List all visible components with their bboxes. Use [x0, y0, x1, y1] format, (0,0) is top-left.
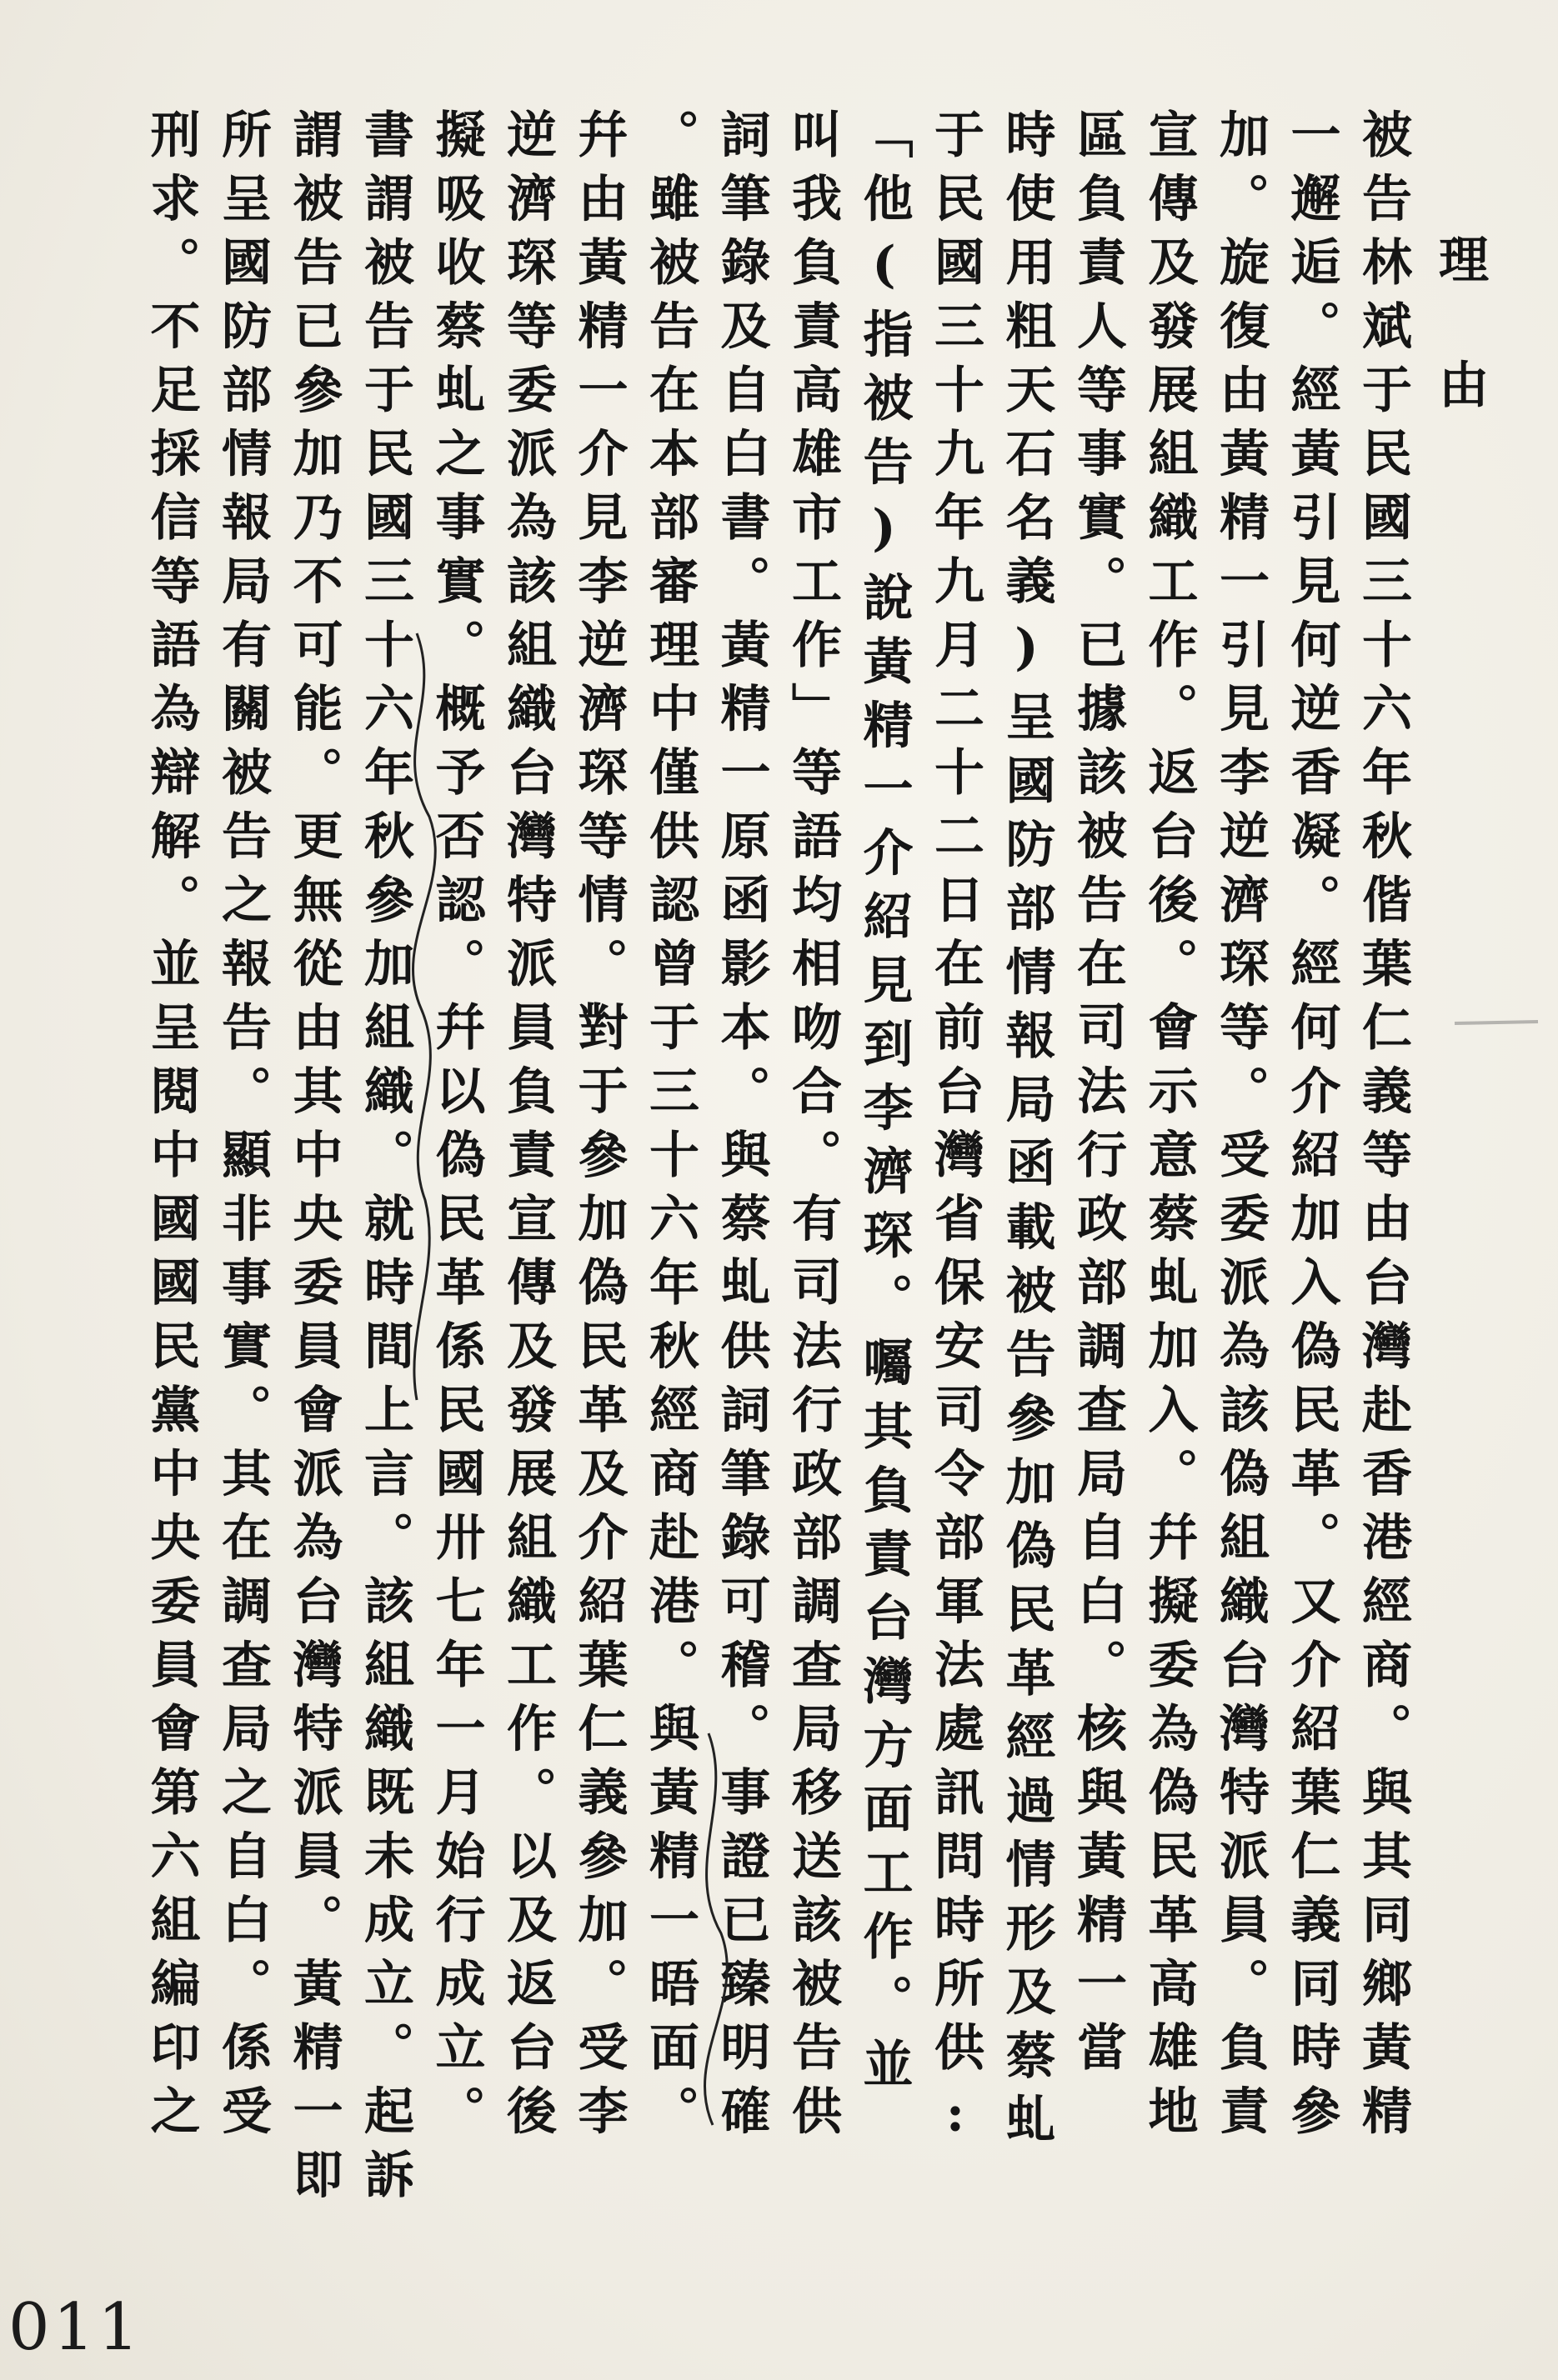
text-column: 所呈國防部情報局有關被告之報告。顯非事實。其在調查局之自白。係受 [213, 108, 272, 2148]
text-column: 叫我負責高雄市工作」等語均相吻合。有司法行政部調查局移送該被告供 [784, 108, 842, 2148]
text-column: 宣傳及發展組織工作。返台後。會示意蔡虬加入。幷擬委為偽民革高雄地 [1140, 108, 1199, 2148]
text-column: 「他(指被告)說黃精一介紹見到李濟琛。囑其負責台灣方面工作。並 [854, 108, 914, 2102]
text-column: 于民國三十九年九月二十二日在前台灣省保安司令部軍法處訊問時所供: [926, 108, 984, 2157]
dust-mark [1455, 1022, 1538, 1023]
text-column: 詞筆錄及自白書。黃精一原函影本。與蔡虬供詞筆錄可稽。事證已臻明確 [712, 108, 771, 2148]
section-heading: 理由 [1430, 233, 1489, 483]
text-column: 幷由黃精一介見李逆濟琛等情。對于參加偽民革及介紹葉仁義參加。受李 [569, 108, 629, 2148]
page-number: 011 [8, 2290, 143, 2365]
text-column: 擬吸收蔡虬之事實。概予否認。幷以偽民革係民國卅七年一月始行成立。 [427, 108, 486, 2148]
pen-mark-1 [413, 633, 435, 1400]
text-column: 一邂逅。經黃引見何逆香凝。經何介紹加入偽民革。又介紹葉仁義同時參 [1282, 108, 1341, 2148]
text-column: 書謂被告于民國三十六年秋參加組織。就時間上言。該組織既未成立。起訴 [356, 108, 414, 2212]
text-column: 謂被告已參加乃不可能。更無從由其中央委員會派為台灣特派員。黃精一即 [284, 108, 343, 2212]
text-column: 時使用粗天石名義)呈國防部情報局函載被告參加偽民革經過情形及蔡虬 [997, 108, 1056, 2157]
text-column: 。雖被告在本部審理中僅供認曾于三十六年秋經商赴港。與黃精一晤面。 [641, 108, 699, 2148]
pen-mark-2 [704, 1733, 727, 2125]
text-column: 逆濟琛等委派為該組織台灣特派員負責宣傳及發展組織工作。以及返台後 [498, 108, 557, 2148]
text-column: 加。旋復由黃精一引見李逆濟琛等。受委派為該偽組織台灣特派員。負責 [1211, 108, 1270, 2148]
text-column: 刑求。不足採信等語為辯解。並呈閱中國國民黨中央委員會第六組編印之 [142, 108, 201, 2148]
text-column: 區負責人等事實。已據該被告在司法行政部調查局自白。核與黃精一當 [1069, 108, 1127, 2085]
text-column: 被告林斌于民國三十六年秋偕葉仁義等由台灣赴香港經商。與其同鄉黃精 [1354, 108, 1412, 2148]
